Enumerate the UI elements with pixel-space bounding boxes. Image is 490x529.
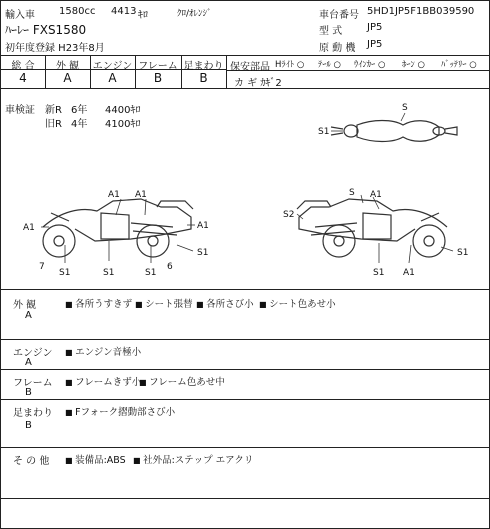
section-suspension-label: 足まわり	[13, 408, 53, 419]
suspension-note-1: ■ Fフォーク摺動部さび小	[65, 404, 175, 418]
frame-note-2: ■ フレーム色あせ中	[139, 374, 225, 388]
part-horn: ﾎｰﾝ ○	[402, 60, 425, 70]
old-r-label: 旧R	[45, 119, 62, 130]
exterior-note-1: ■ 各所うすきず	[65, 296, 132, 310]
section-frame-grade: B	[25, 387, 32, 398]
section-other-label: そ の 他	[13, 456, 50, 467]
exterior-note-4: ■ シート色あせ小	[259, 296, 336, 310]
grade-header-overall: 総 合	[11, 61, 35, 72]
label-right-s2: S2	[283, 210, 295, 220]
grade-frame: B	[153, 71, 163, 85]
label-right-a1-lower: A1	[403, 268, 415, 278]
part-tail: ﾃｰﾙ ○	[318, 60, 341, 70]
grade-exterior: A	[63, 71, 72, 85]
label-left-s1-engine: S1	[103, 268, 115, 278]
mileage-unit: ｷﾛ	[138, 10, 148, 21]
section-engine-label: エンジン	[13, 348, 53, 359]
bike-right-view-icon	[297, 199, 447, 257]
label-right-s1-front: S1	[457, 248, 469, 258]
section-frame-label: フレーム	[13, 378, 53, 389]
damage-diagram	[1, 89, 490, 289]
label-left-s1-muffler: S1	[145, 268, 157, 278]
first-registration: 初年度登録 H23年8月	[5, 43, 105, 54]
label-left-a1-tank: A1	[108, 190, 120, 200]
part-winker: ｳｲﾝｶｰ ○	[354, 60, 386, 70]
keys: カ ギ ｶｷﾞ2	[234, 78, 282, 89]
grade-header-suspension: 足まわり	[183, 61, 224, 72]
label-left-a1-rear: A1	[197, 221, 209, 231]
bike-top-view-icon	[331, 121, 457, 142]
section-exterior-label: 外 観	[13, 300, 37, 311]
label-right-a1-tank: A1	[370, 190, 382, 200]
engine-note-1: ■ エンジン音極小	[65, 344, 141, 358]
old-r-years: 4年	[71, 119, 88, 130]
label-left-a1-seat: A1	[135, 190, 147, 200]
grade-suspension: B	[199, 71, 208, 85]
displacement: 1580cc	[59, 6, 96, 17]
inspection-label: 車検証	[5, 105, 35, 116]
mileage: 4413	[111, 6, 137, 17]
part-battery: ﾊﾞｯﾃﾘｰ ○	[441, 60, 477, 70]
other-note-2: ■ 社外品:ステップ エアクリ	[133, 452, 253, 466]
label-right-s1-engine: S1	[373, 268, 385, 278]
color: ｸﾛ/ｵﾚﾝｼﾞ	[177, 9, 212, 19]
frame-no-label: 車台番号	[319, 10, 359, 21]
label-left-s1-front: S1	[59, 268, 71, 278]
grade-overall: 4	[19, 71, 27, 85]
new-r-label: 新R	[45, 105, 62, 116]
frame-note-1: ■ フレームきず小	[65, 374, 141, 388]
grade-header-engine: エンジン	[92, 61, 133, 72]
maker-model: ﾊｰﾚｰ FXS1580	[5, 23, 87, 37]
part-headlight: Hﾗｲﾄ ○	[275, 60, 305, 70]
exterior-note-3: ■ 各所さび小	[196, 296, 254, 310]
label-left-6: 6	[167, 262, 173, 272]
model-code: JP5	[367, 22, 383, 33]
grade-header-exterior: 外 観	[55, 61, 80, 72]
label-left-a1-front: A1	[23, 223, 35, 233]
label-left-s1-rear: S1	[197, 248, 209, 258]
grade-engine: A	[108, 71, 117, 85]
new-r-km: 4400ｷﾛ	[105, 105, 141, 116]
section-exterior-grade: A	[25, 310, 32, 321]
old-r-km: 4100ｷﾛ	[105, 119, 141, 130]
label-top-s1: S1	[318, 127, 330, 137]
label-left-7: 7	[39, 262, 45, 272]
new-r-years: 6年	[71, 105, 88, 116]
grade-header-frame: フレーム	[138, 61, 178, 72]
exterior-note-2: ■ シート張替	[135, 296, 193, 310]
engine-label: 原 動 機	[319, 43, 356, 54]
label-top-s: S	[402, 103, 408, 113]
label-right-s: S	[349, 188, 355, 198]
safety-parts-label: 保安部品	[230, 62, 270, 73]
model-label: 型 式	[319, 26, 343, 37]
frame-no: 5HD1JP5F1BB039590	[367, 6, 475, 17]
other-note-1: ■ 装備品:ABS	[65, 452, 126, 466]
vehicle-type: 輸入車	[5, 10, 35, 21]
section-suspension-grade: B	[25, 420, 32, 431]
engine-code: JP5	[367, 39, 383, 50]
section-engine-grade: A	[25, 357, 32, 368]
